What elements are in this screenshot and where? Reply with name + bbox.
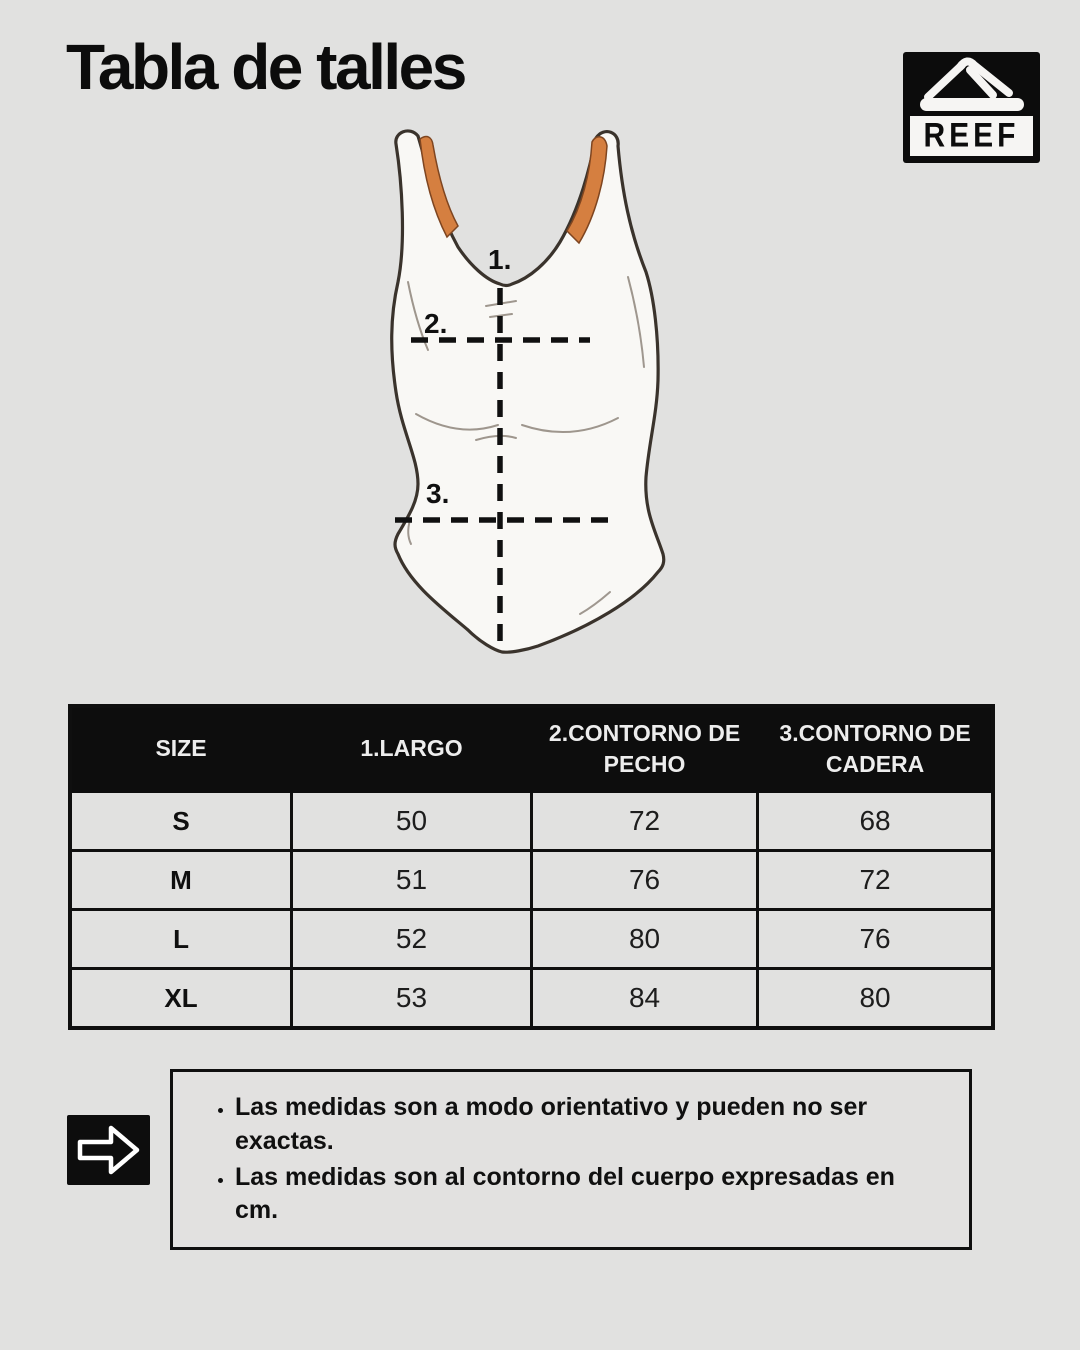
- table-row: [70, 851, 993, 910]
- page-title: Tabla de talles: [66, 31, 465, 103]
- size-table: [68, 704, 995, 1030]
- cell-pecho: 84: [531, 969, 757, 1029]
- reef-wordmark: [910, 116, 1033, 156]
- table-row: [70, 792, 993, 851]
- notes-box: [170, 1069, 972, 1250]
- swimsuit-body: [392, 131, 664, 652]
- cell-largo: 51: [292, 851, 532, 910]
- measure-label-3: 3.: [426, 478, 450, 509]
- note-item: • Las medidas son al contorno del cuerpo expresadas en cm.: [235, 1161, 923, 1229]
- note-item: • Las medidas son a modo orientativo y pueden no ser exactas.: [235, 1091, 923, 1159]
- reef-mountain-icon: [903, 52, 1040, 116]
- cell-largo: 52: [292, 910, 532, 969]
- cell-cadera: 76: [758, 910, 993, 969]
- next-slide-arrow-tile: [67, 1115, 150, 1185]
- cell-pecho: 72: [531, 792, 757, 851]
- col-header-size: SIZE: [70, 706, 292, 792]
- table-row: [70, 910, 993, 969]
- cell-cadera: 72: [758, 851, 993, 910]
- cell-size: XL: [70, 969, 292, 1029]
- col-header-cadera: 3.CONTORNO DE CADERA: [758, 706, 993, 792]
- cell-size: M: [70, 851, 292, 910]
- measure-label-2: 2.: [424, 308, 448, 339]
- right-arrow-icon: [67, 1115, 150, 1185]
- cell-size: L: [70, 910, 292, 969]
- swimsuit-illustration: [358, 122, 670, 672]
- cell-largo: 50: [292, 792, 532, 851]
- size-table-header-row: [70, 706, 993, 792]
- measure-label-1: 1.: [488, 244, 512, 275]
- cell-size: S: [70, 792, 292, 851]
- notes-list: [211, 1091, 923, 1228]
- cell-largo: 53: [292, 969, 532, 1029]
- cell-cadera: 68: [758, 792, 993, 851]
- cell-cadera: 80: [758, 969, 993, 1029]
- reef-logo: [903, 52, 1040, 163]
- table-row: [70, 969, 993, 1029]
- col-header-largo: 1.LARGO: [292, 706, 532, 792]
- brand-name: REEF: [923, 116, 1020, 155]
- cell-pecho: 76: [531, 851, 757, 910]
- col-header-pecho: 2.CONTORNO DE PECHO: [531, 706, 757, 792]
- cell-pecho: 80: [531, 910, 757, 969]
